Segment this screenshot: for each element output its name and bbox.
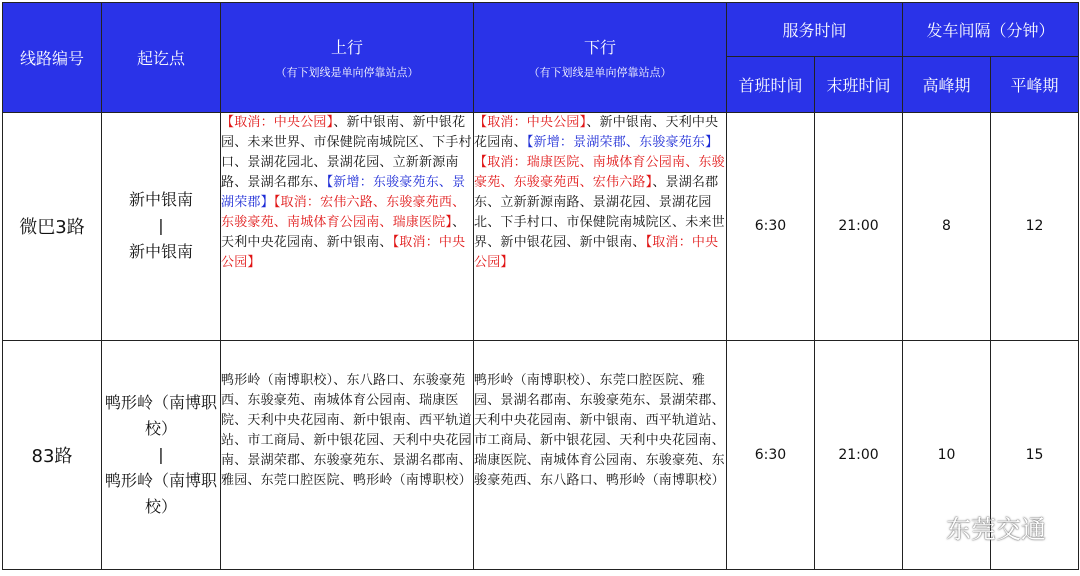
down-stops (474, 113, 727, 340)
header-service-time: 服务时间 (727, 3, 903, 57)
stop-list-text: 、天利中央花园南、新中银南、 (221, 215, 466, 251)
route-endpoints (102, 113, 221, 340)
header-down-label: 下行 (583, 38, 616, 58)
cancelled-stops: 【取消：瑞康医院、南城体育公园南、东骏豪苑、东骏豪苑西、宏伟六路】 (474, 155, 725, 191)
stop-list-text: 鸭形岭（南博职校）、东八路口、东骏豪苑西、东骏豪苑、南城体育公园南、瑞康医院、天利中央花园南、新中银南、西平轨道站、市工商局、新中银花园、天利中央花园南、景湖荣郡、东骏豪苑东、景湖名郡南、雅园、东莞口腔医院、鸭形岭（南博职校） (221, 372, 472, 488)
last-bus-time: 21:00 (815, 340, 903, 569)
down-stops (474, 340, 727, 569)
added-stops: 【新增：景湖荣郡、东骏豪苑东】 (526, 135, 719, 151)
cancelled-stops: 【取消：中央公园】 (474, 235, 719, 271)
up-stops (221, 340, 474, 569)
route-name: 微巴3路 (3, 113, 102, 340)
header-up-note: （有下划线是单向停靠站点） (275, 66, 419, 80)
header-down (474, 3, 727, 113)
stop-list-text: 、新中银南、新中银花园、未来世界、市保健院南城院区、下手村口、景湖花园北、景湖花园、立新新源南路、景湖名郡东、 (221, 115, 472, 191)
route-endpoints (102, 340, 221, 569)
stop-list-text: 、景湖名郡东、立新新源南路、景湖花园、景湖花园北、下手村口、市保健院南城院区、未来世界、新中银花园、新中银南、 (474, 175, 725, 251)
header-offpeak: 平峰期 (991, 57, 1079, 113)
header-first-bus: 首班时间 (727, 57, 815, 113)
bus-route-table (2, 2, 1079, 570)
header-down-note: （有下划线是单向停靠站点） (528, 66, 672, 80)
watermark (906, 510, 1046, 546)
endpoint-separator: | (158, 444, 164, 464)
endpoint-start: 鸭形岭（南博职校） (104, 392, 217, 438)
peak-interval: 10 (903, 340, 991, 569)
cancelled-stops: 【取消：宏伟六路、东骏豪苑西、东骏豪苑、南城体育公园南、瑞康医院】 (221, 195, 466, 231)
offpeak-interval: 15 (991, 340, 1079, 569)
last-bus-time: 21:00 (815, 113, 903, 340)
header-up-label: 上行 (330, 38, 363, 58)
header-up (221, 3, 474, 113)
stop-list-text: 鸭形岭（南博职校）、东莞口腔医院、雅园、景湖名郡南、东骏豪苑东、景湖荣郡、天利中央花园南、新中银南、西平轨道站、市工商局、新中银花园、天利中央花园南、瑞康医院、南城体育公园南、东骏豪苑、东骏豪苑西、东八路口、鸭形岭（南博职校） (474, 372, 725, 488)
cancelled-stops: 【取消：中央公园】 (474, 115, 587, 131)
header-peak: 高峰期 (903, 57, 991, 113)
endpoint-end: 鸭形岭（南博职校） (104, 470, 217, 516)
up-stops (221, 113, 474, 340)
watermark-text: 东莞交通 (945, 515, 1046, 544)
endpoint-separator: | (158, 216, 164, 236)
table-row (3, 113, 1079, 340)
stop-list-text: 、新中银南、天利中央花园南、 (474, 115, 719, 151)
header-route-no: 线路编号 (3, 3, 102, 113)
header-last-bus: 末班时间 (815, 57, 903, 113)
cancelled-stops: 【取消：中央公园】 (221, 235, 466, 271)
offpeak-interval: 12 (991, 113, 1079, 340)
first-bus-time: 6:30 (727, 340, 815, 569)
added-stops: 【新增：东骏豪苑东、景湖荣郡】 (221, 175, 466, 211)
first-bus-time: 6:30 (727, 113, 815, 340)
header-endpoints: 起讫点 (102, 3, 221, 113)
peak-interval: 8 (903, 113, 991, 340)
route-name: 83路 (3, 340, 102, 569)
endpoint-end: 新中银南 (128, 242, 193, 262)
endpoint-start: 新中银南 (128, 190, 193, 210)
cancelled-stops: 【取消：中央公园】 (221, 115, 334, 131)
header-interval: 发车间隔（分钟） (903, 3, 1079, 57)
wechat-icon (906, 514, 940, 542)
